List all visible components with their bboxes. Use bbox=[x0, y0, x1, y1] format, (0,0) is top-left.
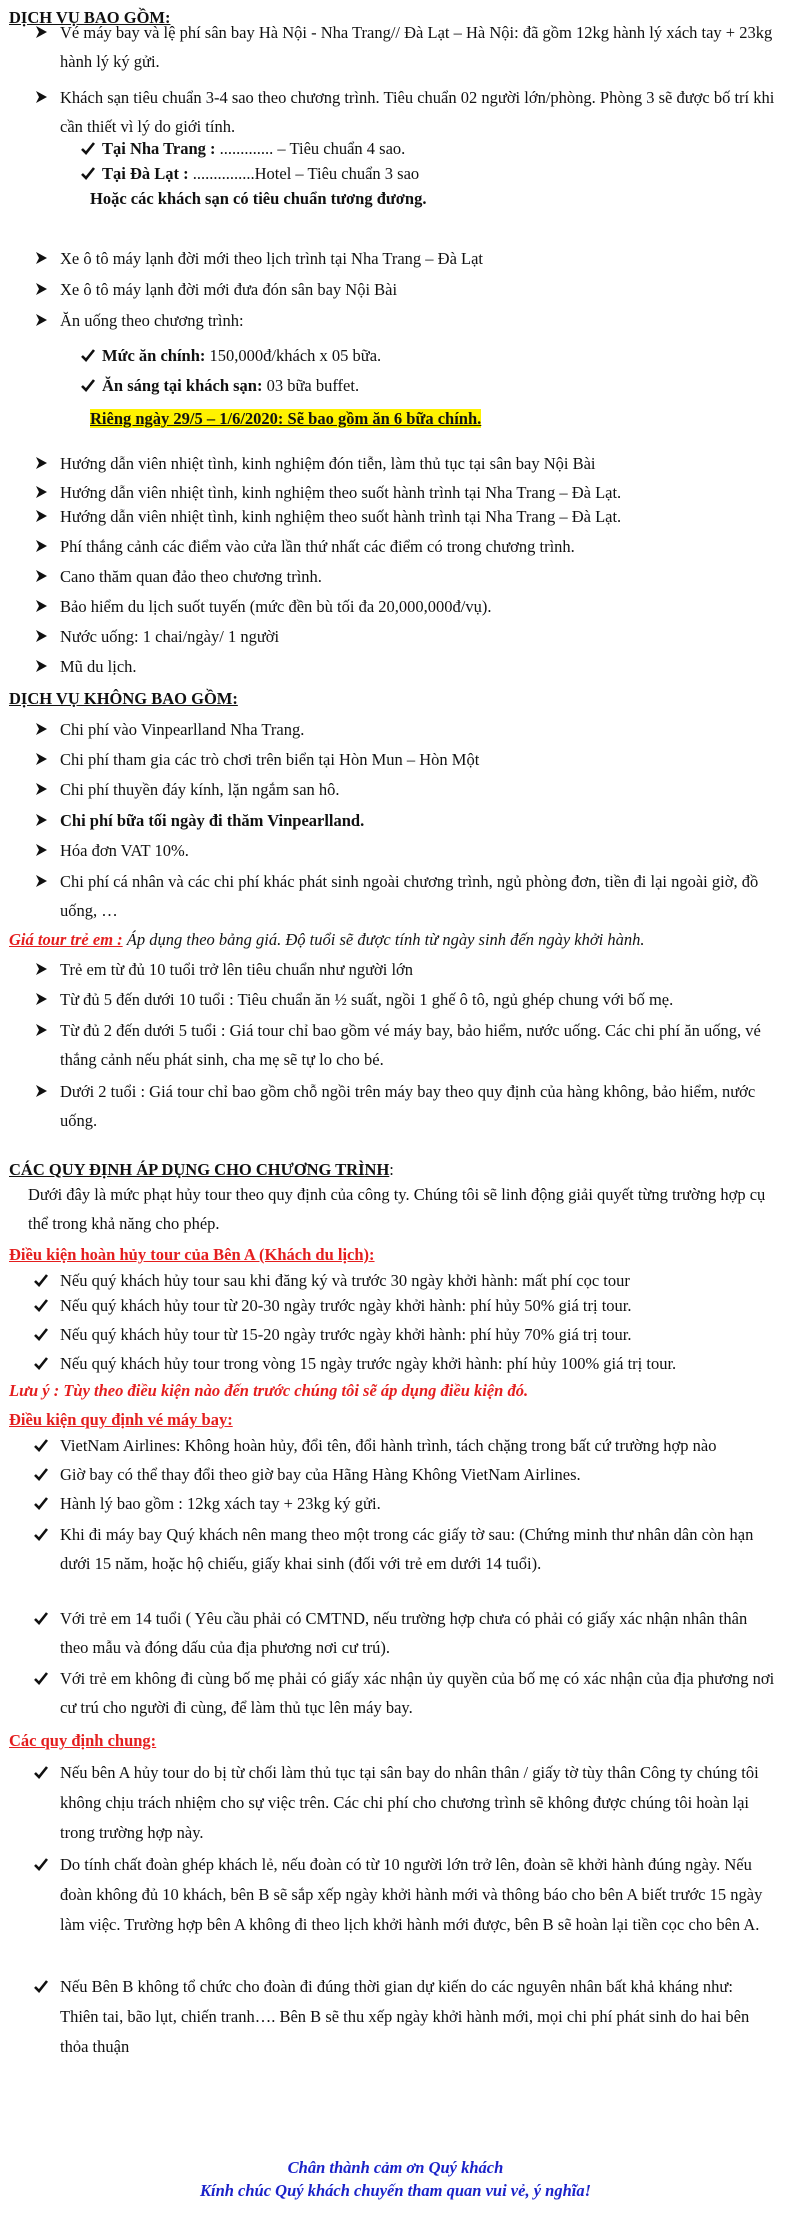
arrow-bullet-icon bbox=[33, 281, 49, 297]
check-bullet-icon bbox=[80, 347, 96, 363]
check-bullet-icon bbox=[33, 1326, 49, 1342]
arrow-bullet-icon bbox=[33, 842, 49, 858]
arrow-bullet-icon bbox=[33, 598, 49, 614]
arrow-bullet-icon bbox=[33, 721, 49, 737]
arrow-bullet-icon bbox=[33, 991, 49, 1007]
check-bullet-icon bbox=[33, 1764, 49, 1780]
check-bullet-icon bbox=[33, 1610, 49, 1626]
arrow-bullet-icon bbox=[33, 24, 49, 40]
excluded-heading: DỊCH VỤ KHÔNG BAO GỒM: bbox=[9, 689, 238, 708]
check-bullet-icon bbox=[33, 1297, 49, 1313]
arrow-bullet-icon bbox=[33, 312, 49, 328]
arrow-bullet-icon bbox=[33, 508, 49, 524]
arrow-bullet-icon bbox=[33, 812, 49, 828]
check-bullet-icon bbox=[33, 1526, 49, 1542]
check-bullet-icon bbox=[80, 140, 96, 156]
check-bullet-icon bbox=[33, 1856, 49, 1872]
arrow-bullet-icon bbox=[33, 1083, 49, 1099]
arrow-bullet-icon bbox=[33, 484, 49, 500]
arrow-bullet-icon bbox=[33, 455, 49, 471]
check-bullet-icon bbox=[80, 165, 96, 181]
arrow-bullet-icon bbox=[33, 873, 49, 889]
check-bullet-icon bbox=[33, 1466, 49, 1482]
arrow-bullet-icon bbox=[33, 961, 49, 977]
footer-wishes: Kính chúc Quý khách chuyến tham quan vui vẻ, ý nghĩa! bbox=[199, 2181, 592, 2200]
arrow-bullet-icon bbox=[33, 538, 49, 554]
check-bullet-icon bbox=[33, 1272, 49, 1288]
included-heading: DỊCH VỤ BAO GỒM: bbox=[9, 8, 171, 27]
arrow-bullet-icon bbox=[33, 89, 49, 105]
check-bullet-icon bbox=[33, 1978, 49, 1994]
check-bullet-icon bbox=[33, 1670, 49, 1686]
arrow-bullet-icon bbox=[33, 751, 49, 767]
arrow-bullet-icon bbox=[33, 658, 49, 674]
check-bullet-icon bbox=[80, 377, 96, 393]
footer-thanks: Chân thành cảm ơn Quý khách bbox=[287, 2158, 504, 2177]
arrow-bullet-icon bbox=[33, 1022, 49, 1038]
arrow-bullet-icon bbox=[33, 628, 49, 644]
arrow-bullet-icon bbox=[33, 568, 49, 584]
check-bullet-icon bbox=[33, 1437, 49, 1453]
check-bullet-icon bbox=[33, 1495, 49, 1511]
document-page: DỊCH VỤ BAO GỒM: Vé máy bay và lệ phí sân bay Hà Nội - Nha Trang// Đà Lạt – Hà Nội: đã gồm 12kg hành lý xách tay + 23kg hành lý ký gửi. Khách sạn tiêu chuẩn 3-4 sao theo chương trình. Tiêu chuẩn 02 người lớn/phòng. Phòng 3 sẽ được bố trí khi cần thiết vì lý do giới tính. Tại Nha Trang : ............. – Tiêu chuẩn 4 sao. Tại Đà Lạt : ...............Hotel – Tiêu chuẩn 3 sao Hoặc các khách sạn có tiêu chuẩn tương đương. Xe ô tô máy lạnh đời mới theo lịch trình tại Nha Trang – Đà Lạt Xe ô tô máy lạnh đời mới đưa đón sân bay Nội Bài Ăn uống theo chương trình: Mức ăn chính: 150,000đ/khách x 05 bữa. Ăn sáng tại khách sạn: 03 bữa buffet. Riêng ngày 29/5 – 1/6/2020: Sẽ bao gồm ăn 6 bữa chính. Hướng dẫn viên nhiệt tình, kinh nghiệm đón tiễn, làm thủ tục tại sân bay Nội Bài Hướng dẫn viên nhiệt tình, kinh nghiệm theo suốt hành trình tại Nha Trang – Đà Lạt. Hướng dẫn viên nhiệt tình, kinh nghiệm theo suốt hành trình tại Nha Trang – Đà Lạt. Phí thắng cảnh các điểm vào cửa lần thứ nhất các điểm có trong chương trình. Cano thăm quan đảo theo chương trình. Bảo hiểm du lịch suốt tuyến (mức đền bù tối đa 20,000,000đ/vụ). Nước uống: 1 chai/ngày/ 1 người Mũ du lịch. DỊCH VỤ KHÔNG BAO GỒM: Chi phí vào Vinpearlland Nha Trang. Chi phí tham gia các trò chơi trên biển tại Hòn Mun – Hòn Một Chi phí thuyền đáy kính, lặn ngắm san hô. Chi phí bữa tối ngày đi thăm Vinpearlland. Hóa đơn VAT 10%. Chi phí cá nhân và các chi phí khác phát sinh ngoài chương trình, ngủ phòng đơn, tiền đi lại ngoài giờ, đồ uống, … Giá tour trẻ em : Áp dụng theo bảng giá. Độ tuổi sẽ được tính từ ngày sinh đến ngày khởi hành. Trẻ em từ đủ 10 tuổi trở lên tiêu chuẩn như người lớn Từ đủ 5 đến dưới 10 tuổi : Tiêu chuẩn ăn ½ suất, ngồi 1 ghế ô tô, ngủ ghép chung với bố mẹ. Từ đủ 2 đến dưới 5 tuổi : Giá tour chỉ bao gồm vé máy bay, bảo hiểm, nước uống. Các chi phí ăn uống, vé thắng cảnh nếu phát sinh, cha mẹ sẽ tự lo cho bé. Dưới 2 tuổi : Giá tour chỉ bao gồm chỗ ngồi trên máy bay theo quy định của hàng không, bảo hiểm, nước uống. CÁC QUY ĐỊNH ÁP DỤNG CHO CHƯƠNG TRÌNH: Dưới đây là mức phạt hủy tour theo quy định của công ty. Chúng tôi sẽ linh động giải quyết từng trường hợp cụ thể trong khả năng cho phép. Điều kiện hoàn hủy tour của Bên A (Khách du lịch): Nếu quý khách hủy tour sau khi đăng ký và trước 30 ngày khởi hành: mất phí cọc tour Nếu quý khách hủy tour từ 20-30 ngày trước ngày khởi hành: phí hủy 50% giá trị tour. Nếu quý khách hủy tour từ 15-20 ngày trước ngày khởi hành: phí hủy 70% giá trị tour. Nếu quý khách hủy tour trong vòng 15 ngày trước ngày khởi hành: phí hủy 100% giá trị tour. Lưu ý : Tùy theo điều kiện nào đến trước chúng tôi sẽ áp dụng điều kiện đó. Điều kiện quy định vé máy bay: VietNam Airlines: Không hoàn hủy, đổi tên, đổi hành trình, tách chặng trong bất cứ trường hợp nào Giờ bay có thể thay đổi theo giờ bay của Hãng Hàng Không VietNam Airlines. Hành lý bao gồm : 12kg xách tay + 23kg ký gửi. Khi đi máy bay Quý khách nên mang theo một trong các giấy tờ sau: (Chứng minh thư nhân dân còn hạn dưới 15 năm, hoặc hộ chiếu, giấy khai sinh (đối với trẻ em dưới 14 tuổi). Với trẻ em 14 tuổi ( Yêu cầu phải có CMTND, nếu trường hợp chưa có phải có giấy xác nhận nhân thân theo mẫu và đóng dấu của địa phương nơi cư trú). Với trẻ em không đi cùng bố mẹ phải có giấy xác nhận ủy quyền của bố mẹ có xác nhận của địa phương nơi cư trú cho người đi cùng, để làm thủ tục lên máy bay. Các quy định chung: Nếu bên A hủy tour do bị từ chối làm thủ tục tại sân bay do nhân thân / giấy tờ tùy thân Công ty chúng tôi không chịu trách nhiệm cho sự việc trên. Các chi phí cho chương trình sẽ không được chúng tôi hoàn lại trong trường hợp này. Do tính chất đoàn ghép khách lẻ, nếu đoàn có từ 10 người lớn trở lên, đoàn sẽ khởi hành đúng ngày. Nếu đoàn không đủ 10 khách, bên B sẽ sắp xếp ngày khởi hành mới và thông báo cho bên A biết trước 15 ngày làm việc. Trường hợp bên A không đi theo lịch khởi hành mới được, bên B sẽ hoàn lại tiền cọc cho bên A. Nếu Bên B không tổ chức cho đoàn đi đúng thời gian dự kiến do các nguyên nhân bất khả kháng như: Thiên tai, bão lụt, chiến tranh…. Bên B sẽ thu xếp ngày khởi hành mới, mọi chi phí phát sinh do hai bên thỏa thuận Chân thành cảm ơn Quý khách Kính chúc Quý khách chuyến tham quan vui vẻ, ý nghĩa! bbox=[0, 0, 791, 2220]
check-bullet-icon bbox=[33, 1355, 49, 1371]
arrow-bullet-icon bbox=[33, 250, 49, 266]
arrow-bullet-icon bbox=[33, 781, 49, 797]
